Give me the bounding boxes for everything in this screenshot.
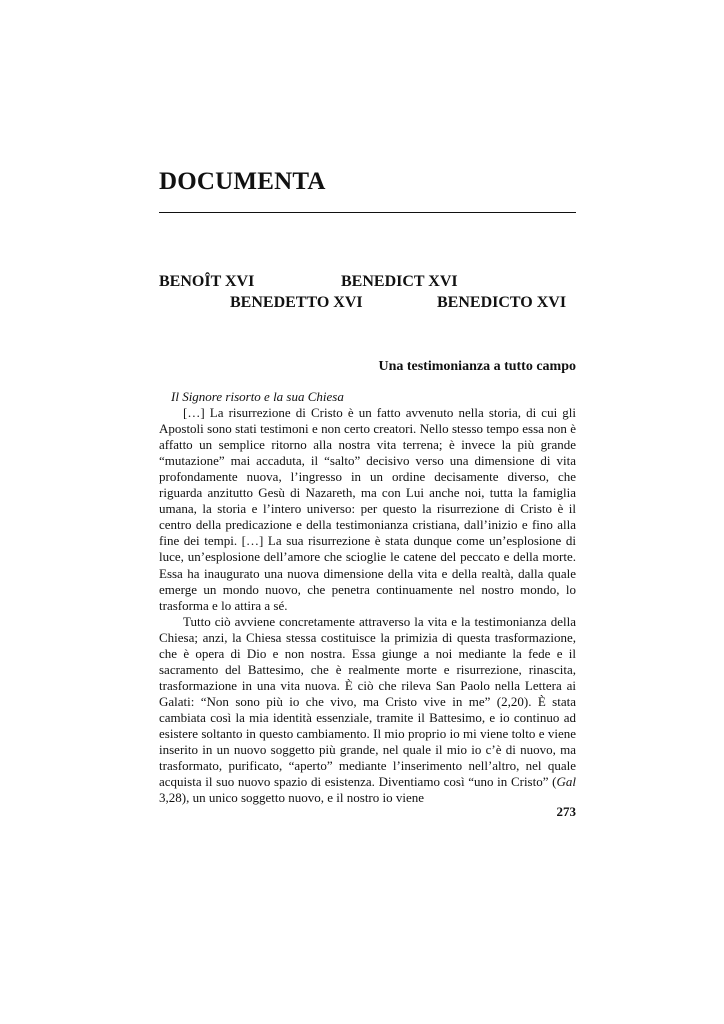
paragraph-2-text-b: 3,28), un unico soggetto nuovo, e il nostro io viene — [159, 790, 425, 806]
name-english: BENEDICT XVI — [341, 273, 458, 290]
paragraph-2 — [159, 614, 576, 807]
section-heading: DOCUMENTA — [159, 168, 326, 195]
article-subheading: Il Signore risorto e la sua Chiesa — [171, 389, 344, 404]
name-italian: BENEDETTO XVI — [230, 294, 363, 311]
article-body — [159, 389, 576, 806]
article-title: Una testimonianza a tutto campo — [378, 359, 576, 374]
name-french: BENOÎT XVI — [159, 273, 255, 290]
heading-divider — [159, 212, 576, 213]
name-spanish: BENEDICTO XVI — [437, 294, 567, 311]
paragraph-2-text-a: Tutto ciò avviene concretamente attraverso la vita e la testimonianza della Chiesa; anzi, la Chiesa stessa costituisce la primizia di questa trasformazione, che è opera di Dio e non nostra. Essa giunge a noi mediante la fede e il sacramento del Battesimo, che è realmente morte e risurrezione, rinascita, trasformazione in una vita nuova. È ciò che rileva San Paolo nella Lettera ai Galati: “Non sono più io che vivo, ma Cristo vive in me” (2,20). È stata cambiata così la mia identità essenziale, tramite il Battesimo, e io continuo ad esistere soltanto in questo cambiamento. Il mio proprio io mi viene tolto e viene inserito in un nuovo soggetto più grande, nel quale il mio io c’è di nuovo, ma trasformato, purificato, “aperto” mediante l’inserimento nell’altro, nel quale acquista il suo nuovo spazio di esistenza. Diventiamo così “uno in Cristo” ( — [159, 613, 576, 790]
citation-book: Gal — [556, 774, 576, 790]
paragraph-1: […] La risurrezione di Cristo è un fatto avvenuto nella storia, di cui gli Apostoli sono stati testimoni e non certo creatori. Nello stesso tempo essa non è affatto un semplice ritorno alla nostra vita terrena; è invece la più grande “mutazione” mai accaduta, il “salto” decisivo verso una dimensione di vita profondamente nuova, l’ingresso in un ordine decisamente diverso, che riguarda anzitutto Gesù di Nazareth, ma con Lui anche noi, tutta la famiglia umana, la storia e l’intero universo: per questo la risurrezione di Cristo è il centro della predicazione e della testimonianza cristiana, dall’inizio e fino alla fine dei tempi. […] La sua risurrezione è stata dunque come un’esplosione di luce, un’esplosione dell’amore che scioglie le catene del peccato e della morte. Essa ha inaugurato una nuova dimensione della vita e della realtà, dalla quale emerge un mondo nuovo, che penetra continuamente nel nostro mondo, lo trasforma e lo attira a sé. — [159, 405, 576, 613]
page-number: 273 — [556, 804, 576, 819]
